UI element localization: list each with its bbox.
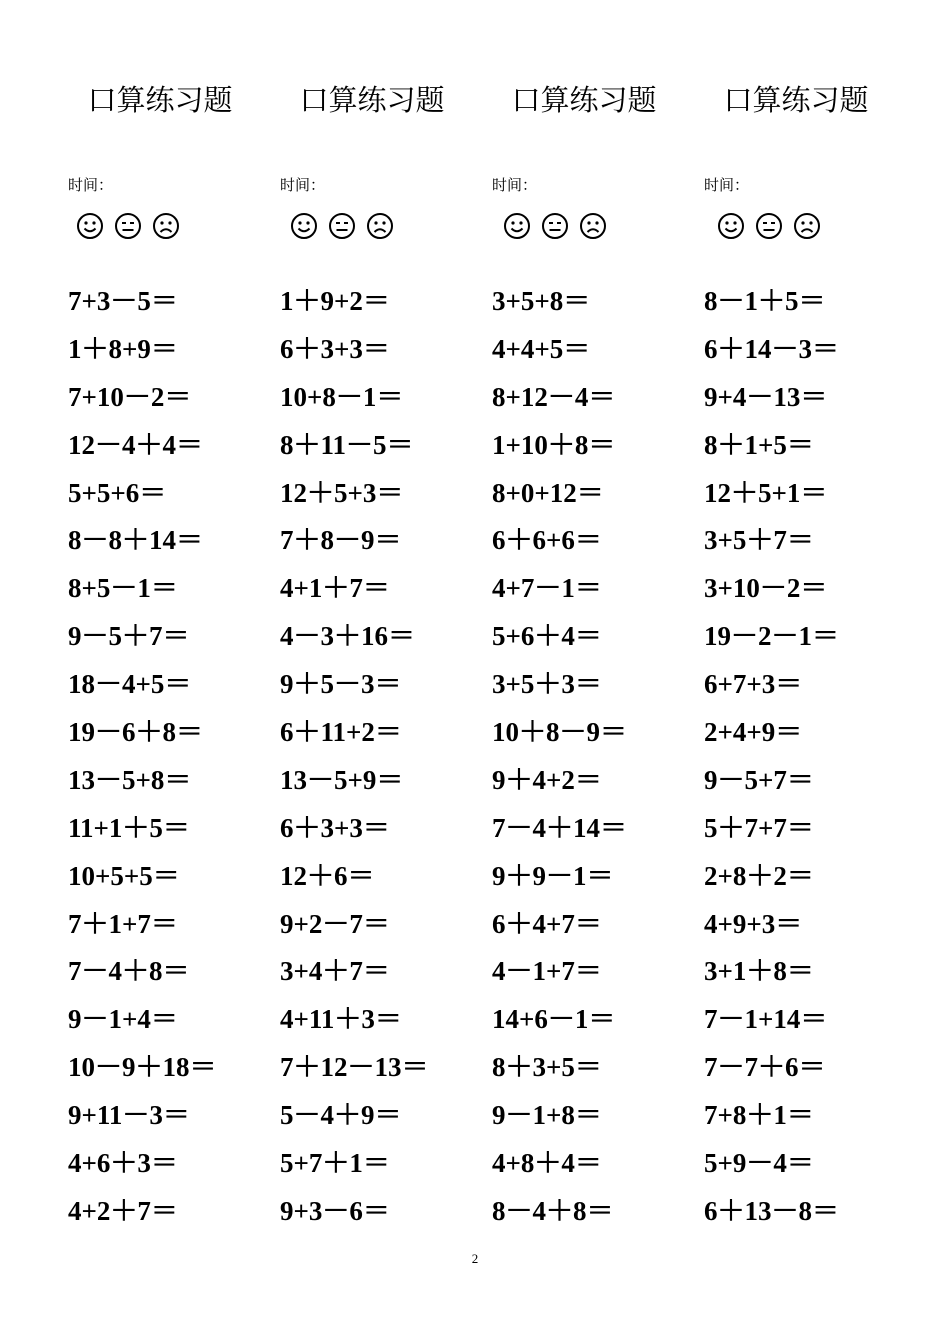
problem-item: 3+1＋8＝ bbox=[704, 956, 814, 987]
problem-item: 8－1＋5＝ bbox=[704, 286, 826, 316]
problem-item: 10+5+5＝ bbox=[68, 860, 180, 891]
smile-face-icon bbox=[503, 212, 531, 240]
problem-item: 8+0+12＝ bbox=[492, 477, 604, 508]
problem-item: 9＋9－1＝ bbox=[492, 860, 614, 891]
problem-item: 9－5+7＝ bbox=[704, 764, 814, 795]
sad-face-icon bbox=[366, 212, 394, 240]
problem-item: 12＋6＝ bbox=[280, 860, 375, 891]
neutral-face-icon bbox=[541, 212, 569, 240]
problem-item: 7－4＋8＝ bbox=[68, 956, 190, 987]
problem-item: 14+6－1＝ bbox=[492, 1004, 616, 1035]
sad-face-icon bbox=[579, 212, 607, 240]
problem-item: 2+8＋2＝ bbox=[704, 860, 814, 891]
problem-item: 7＋8－9＝ bbox=[280, 525, 402, 556]
problem-item: 4+9+3＝ bbox=[704, 908, 803, 939]
problem-item: 3+5＋3＝ bbox=[492, 669, 602, 700]
problem-list bbox=[280, 278, 429, 1236]
problem-item: 12＋5+3＝ bbox=[280, 477, 404, 508]
problem-item: 6＋3+3＝ bbox=[280, 333, 390, 364]
time-label: 时间： bbox=[68, 176, 114, 194]
problem-item: 12＋5+1＝ bbox=[704, 477, 828, 508]
sad-face-icon bbox=[152, 212, 180, 240]
problem-item: 6+7+3＝ bbox=[704, 669, 803, 700]
rating-faces bbox=[503, 212, 607, 240]
neutral-face-icon bbox=[755, 212, 783, 240]
problem-item: 4+1＋7＝ bbox=[280, 573, 390, 604]
problem-item: 8＋3+5＝ bbox=[492, 1052, 602, 1083]
time-label: 时间： bbox=[704, 176, 750, 194]
problem-item: 9＋5－3＝ bbox=[280, 669, 402, 700]
column-title: 口算练习题 bbox=[299, 83, 445, 117]
problem-item: 8－8＋14＝ bbox=[68, 525, 203, 556]
problem-item: 6＋11+2＝ bbox=[280, 717, 402, 748]
problem-item: 9+3－6＝ bbox=[280, 1195, 390, 1226]
page-number: 2 bbox=[471, 1251, 479, 1266]
problem-item: 7－4＋14＝ bbox=[492, 812, 627, 843]
problem-item: 4+11＋3＝ bbox=[280, 1004, 402, 1035]
problem-item: 4－1+7＝ bbox=[492, 956, 602, 987]
neutral-face-icon bbox=[328, 212, 356, 240]
problem-list bbox=[492, 278, 627, 1236]
time-label: 时间： bbox=[492, 176, 538, 194]
problem-item: 5＋7+7＝ bbox=[704, 812, 814, 843]
problem-item: 5+7＋1＝ bbox=[280, 1148, 390, 1179]
problem-item: 5+9－4＝ bbox=[704, 1148, 814, 1179]
problem-item: 8+12－4＝ bbox=[492, 381, 616, 412]
problem-list bbox=[68, 278, 217, 1236]
problem-item: 18－4+5＝ bbox=[68, 669, 192, 700]
problem-item: 9+2－7＝ bbox=[280, 908, 390, 939]
problem-item: 7－7＋6＝ bbox=[704, 1052, 826, 1083]
problem-item: 7+10－2＝ bbox=[68, 381, 192, 412]
problem-item: 4+8＋4＝ bbox=[492, 1148, 602, 1179]
smile-face-icon bbox=[290, 212, 318, 240]
problem-item: 4+2＋7＝ bbox=[68, 1195, 178, 1226]
problem-item: 6＋13－8＝ bbox=[704, 1195, 839, 1226]
problem-list bbox=[704, 278, 839, 1236]
problem-item: 9+4－13＝ bbox=[704, 381, 828, 412]
problem-item: 11+1＋5＝ bbox=[68, 812, 190, 843]
problem-item: 3+5＋7＝ bbox=[704, 525, 814, 556]
rating-faces bbox=[290, 212, 394, 240]
problem-item: 10－9＋18＝ bbox=[68, 1052, 217, 1083]
problem-item: 1+10＋8＝ bbox=[492, 429, 616, 460]
problem-item: 5+6＋4＝ bbox=[492, 621, 602, 652]
problem-item: 6＋4+7＝ bbox=[492, 908, 602, 939]
problem-item: 13－5+9＝ bbox=[280, 764, 404, 795]
problem-item: 10+8－1＝ bbox=[280, 381, 404, 412]
problem-item: 9－5＋7＝ bbox=[68, 621, 190, 652]
problem-item: 3+4＋7＝ bbox=[280, 956, 390, 987]
column-title: 口算练习题 bbox=[511, 83, 657, 117]
problem-item: 10＋8－9＝ bbox=[492, 717, 627, 748]
problem-item: 3+5+8＝ bbox=[492, 286, 591, 316]
problem-item: 2+4+9＝ bbox=[704, 717, 803, 748]
smile-face-icon bbox=[76, 212, 104, 240]
problem-item: 5+5+6＝ bbox=[68, 477, 167, 508]
problem-item: 8－4＋8＝ bbox=[492, 1195, 614, 1226]
problem-item: 19－2－1＝ bbox=[704, 621, 839, 652]
problem-item: 8+5－1＝ bbox=[68, 573, 178, 604]
problem-item: 19－6＋8＝ bbox=[68, 717, 203, 748]
problem-item: 6＋6+6＝ bbox=[492, 525, 602, 556]
problem-item: 7＋12－13＝ bbox=[280, 1052, 429, 1083]
problem-item: 4+7－1＝ bbox=[492, 573, 602, 604]
problem-item: 9＋4+2＝ bbox=[492, 764, 602, 795]
column-title: 口算练习题 bbox=[87, 83, 233, 117]
problem-item: 9－1+4＝ bbox=[68, 1004, 178, 1035]
problem-item: 1＋9+2＝ bbox=[280, 286, 390, 316]
problem-item: 7+3－5＝ bbox=[68, 286, 178, 316]
problem-item: 7+8＋1＝ bbox=[704, 1100, 814, 1131]
rating-faces bbox=[717, 212, 821, 240]
problem-item: 6＋14－3＝ bbox=[704, 333, 839, 364]
problem-item: 1＋8+9＝ bbox=[68, 333, 178, 364]
time-label: 时间： bbox=[280, 176, 326, 194]
problem-item: 6＋3+3＝ bbox=[280, 812, 390, 843]
problem-item: 7＋1+7＝ bbox=[68, 908, 178, 939]
problem-item: 7－1+14＝ bbox=[704, 1004, 828, 1035]
smile-face-icon bbox=[717, 212, 745, 240]
problem-item: 9+11－3＝ bbox=[68, 1100, 190, 1131]
problem-item: 3+10－2＝ bbox=[704, 573, 828, 604]
problem-item: 4+4+5＝ bbox=[492, 333, 591, 364]
problem-item: 12－4＋4＝ bbox=[68, 429, 203, 460]
sad-face-icon bbox=[793, 212, 821, 240]
rating-faces bbox=[76, 212, 180, 240]
neutral-face-icon bbox=[114, 212, 142, 240]
problem-item: 8＋11－5＝ bbox=[280, 429, 414, 460]
problem-item: 8＋1+5＝ bbox=[704, 429, 814, 460]
problem-item: 13－5+8＝ bbox=[68, 764, 192, 795]
problem-item: 9－1+8＝ bbox=[492, 1100, 602, 1131]
column-title: 口算练习题 bbox=[723, 83, 869, 117]
problem-item: 5－4＋9＝ bbox=[280, 1100, 402, 1131]
problem-item: 4+6＋3＝ bbox=[68, 1148, 178, 1179]
problem-item: 4－3＋16＝ bbox=[280, 621, 415, 652]
